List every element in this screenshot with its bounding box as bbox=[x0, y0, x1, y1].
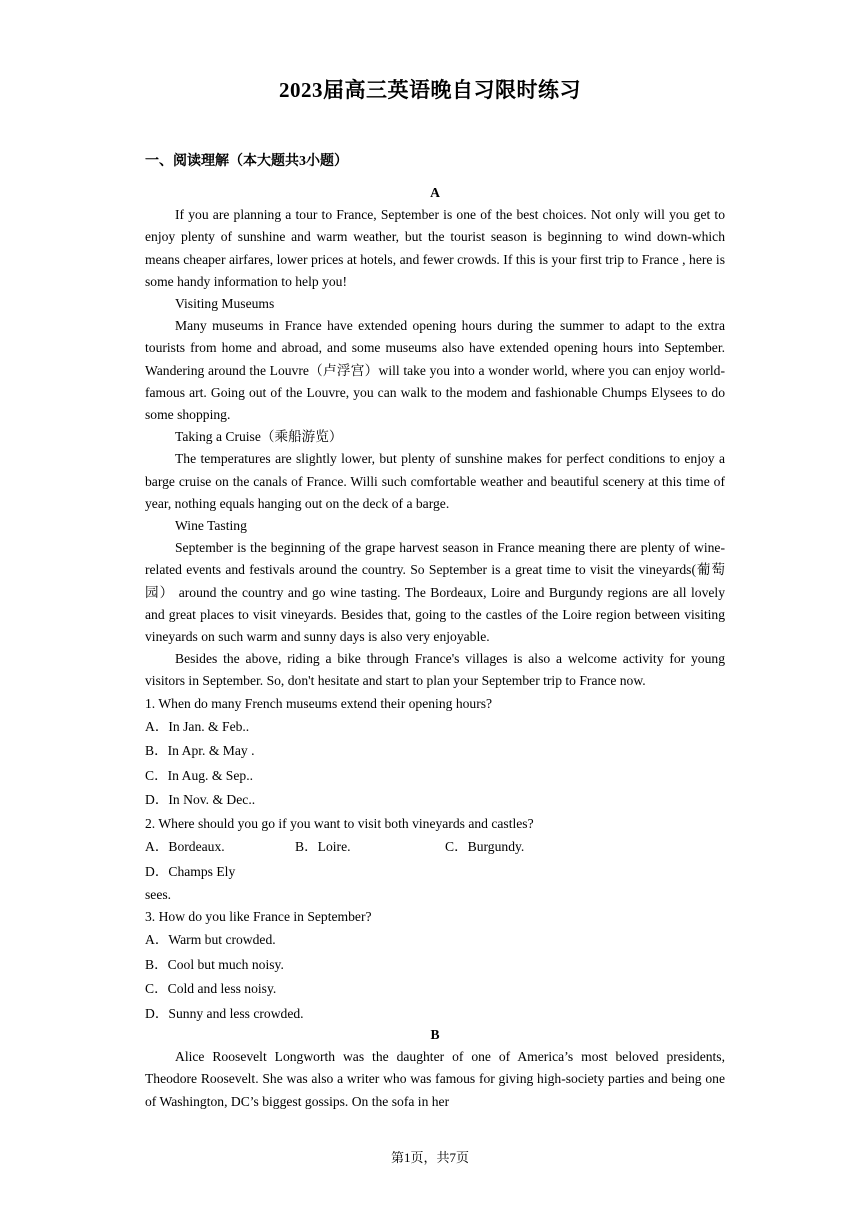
passage-a-paragraph: Besides the above, riding a bike through France's villages is also a welcome activity for young visitors in September. So, don't hesitate and start to plan your September trip to France now. bbox=[145, 651, 725, 689]
question-1-option-c: C．In Aug. & Sep.. bbox=[145, 767, 253, 783]
passage-a-paragraph: September is the beginning of the grape harvest season in France meaning there are plenty of wine- related events and festivals around the country. So September is a great time to visit the vineyards(葡萄园） around the country and go wine tasting. The Bordeaux, Loire and Burgundy regions are all lovely and great places to visit vineyards. Besides that, going to the castles of the Loire region between visiting vineyards on such warm and sunny days is also very enjoyable. bbox=[145, 540, 725, 645]
question-1-option-d: D．In Nov. & Dec.. bbox=[145, 792, 256, 808]
passage-a-paragraph: If you are planning a tour to France, September is one of the best choices. Not only will you get to enjoy plenty of sunshine and warm weather, but the tourist season is beginning to wind down-which means cheaper airfares, lower prices at hotels, and fewer crowds. If this is your first trip to France , here is some handy information to help you! bbox=[145, 207, 725, 289]
question-2-options bbox=[145, 835, 725, 884]
passage-a-subheading-museums: Visiting Museums bbox=[175, 296, 275, 312]
section-heading: 一、阅读理解（本大题共3小题） bbox=[145, 154, 348, 169]
passage-b bbox=[145, 1024, 725, 1113]
question-3-option-b: B．Cool but much noisy. bbox=[145, 956, 284, 972]
passage-a-paragraph: The temperatures are slightly lower, but plenty of sunshine makes for perfect conditions to enjoy a barge cruise on the canals of France. Willi such comfortable weather and beautiful scenery at this time of year, nothing equals hanging out on the deck of a barge. bbox=[145, 451, 725, 511]
question-2-option-c: C．Burgundy. bbox=[445, 839, 525, 855]
passage-a-subheading-wine: Wine Tasting bbox=[175, 518, 247, 534]
question-3-option-d: D．Sunny and less crowded. bbox=[145, 1005, 304, 1021]
question-2-option-b: B．Loire. bbox=[295, 839, 351, 855]
question-2-option-a: A．Bordeaux. bbox=[145, 839, 225, 855]
question-1-options bbox=[145, 715, 725, 813]
question-3-option-c: C．Cold and less noisy. bbox=[145, 981, 277, 997]
passage-a-subheading-cruise: Taking a Cruise（乘船游览） bbox=[175, 429, 343, 445]
passage-a-paragraph: Many museums in France have extended opening hours during the summer to adapt to the extra tourists from home and abroad, and some museums also have extended opening hours into September. Wandering around the Louvre（卢浮宫）will take you into a wonder world, where you can enjoy world- famous art. Going out of the Louvre, you can walk to the modem and fashionable Chumps Elysees to do some shopping. bbox=[145, 318, 725, 423]
passage-b-paragraph: Alice Roosevelt Longworth was the daughter of one of America’s most beloved presidents, Theodore Roosevelt. She was also a writer who was famous for giving high-society parties and being one of Washington, DC’s biggest gossips. On the sofa in her bbox=[145, 1049, 725, 1109]
document-title: 2023届高三英语晚自习限时练习 bbox=[279, 78, 581, 102]
question-2-option-continuation: sees. bbox=[145, 887, 172, 903]
passage-a-label: A bbox=[430, 185, 440, 200]
passage-a bbox=[145, 182, 725, 1026]
page-footer: 第1页，共7页 bbox=[390, 1150, 469, 1165]
passage-b-label: B bbox=[430, 1027, 440, 1042]
question-3-options bbox=[145, 928, 725, 1026]
question-2-stem: 2. Where should you go if you want to visit both vineyards and castles? bbox=[145, 815, 534, 831]
question-1-stem: 1. When do many French museums extend their opening hours? bbox=[145, 695, 493, 711]
question-2-option-d: D．Champs Ely bbox=[145, 863, 236, 879]
question-1-option-a: A．In Jan. & Feb.. bbox=[145, 718, 250, 734]
question-3-stem: 3. How do you like France in September? bbox=[145, 909, 372, 925]
question-1-option-b: B．In Apr. & May . bbox=[145, 743, 255, 759]
question-3-option-a: A．Warm but crowded. bbox=[145, 932, 276, 948]
